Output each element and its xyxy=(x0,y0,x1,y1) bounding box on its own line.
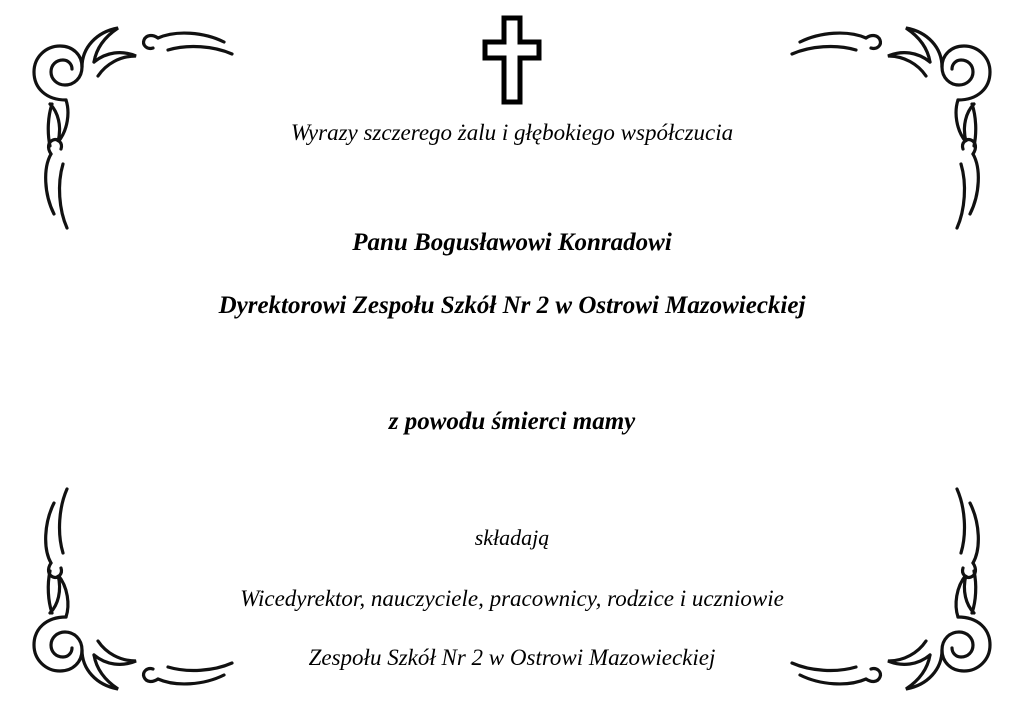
institution-line: Zespołu Szkół Nr 2 w Ostrowi Mazowieckiej xyxy=(308,645,716,671)
condolence-text-block xyxy=(0,104,1024,675)
signatories-line: Wicedyrektor, nauczyciele, pracownicy, rodzice i uczniowie xyxy=(240,585,784,611)
recipient-role-line: Dyrektorowi Zespołu Szkół Nr 2 w Ostrowi Mazowieckiej xyxy=(218,291,806,319)
cross-symbol-container xyxy=(0,14,1024,106)
from-label-line: składają xyxy=(474,525,550,551)
intro-line: Wyrazy szczerego żalu i głębokiego współczucia xyxy=(290,120,734,145)
latin-cross-icon xyxy=(481,14,543,106)
reason-line: z powodu śmierci mamy xyxy=(388,407,636,435)
recipient-name-line: Panu Bogusławowi Konradowi xyxy=(352,229,672,257)
